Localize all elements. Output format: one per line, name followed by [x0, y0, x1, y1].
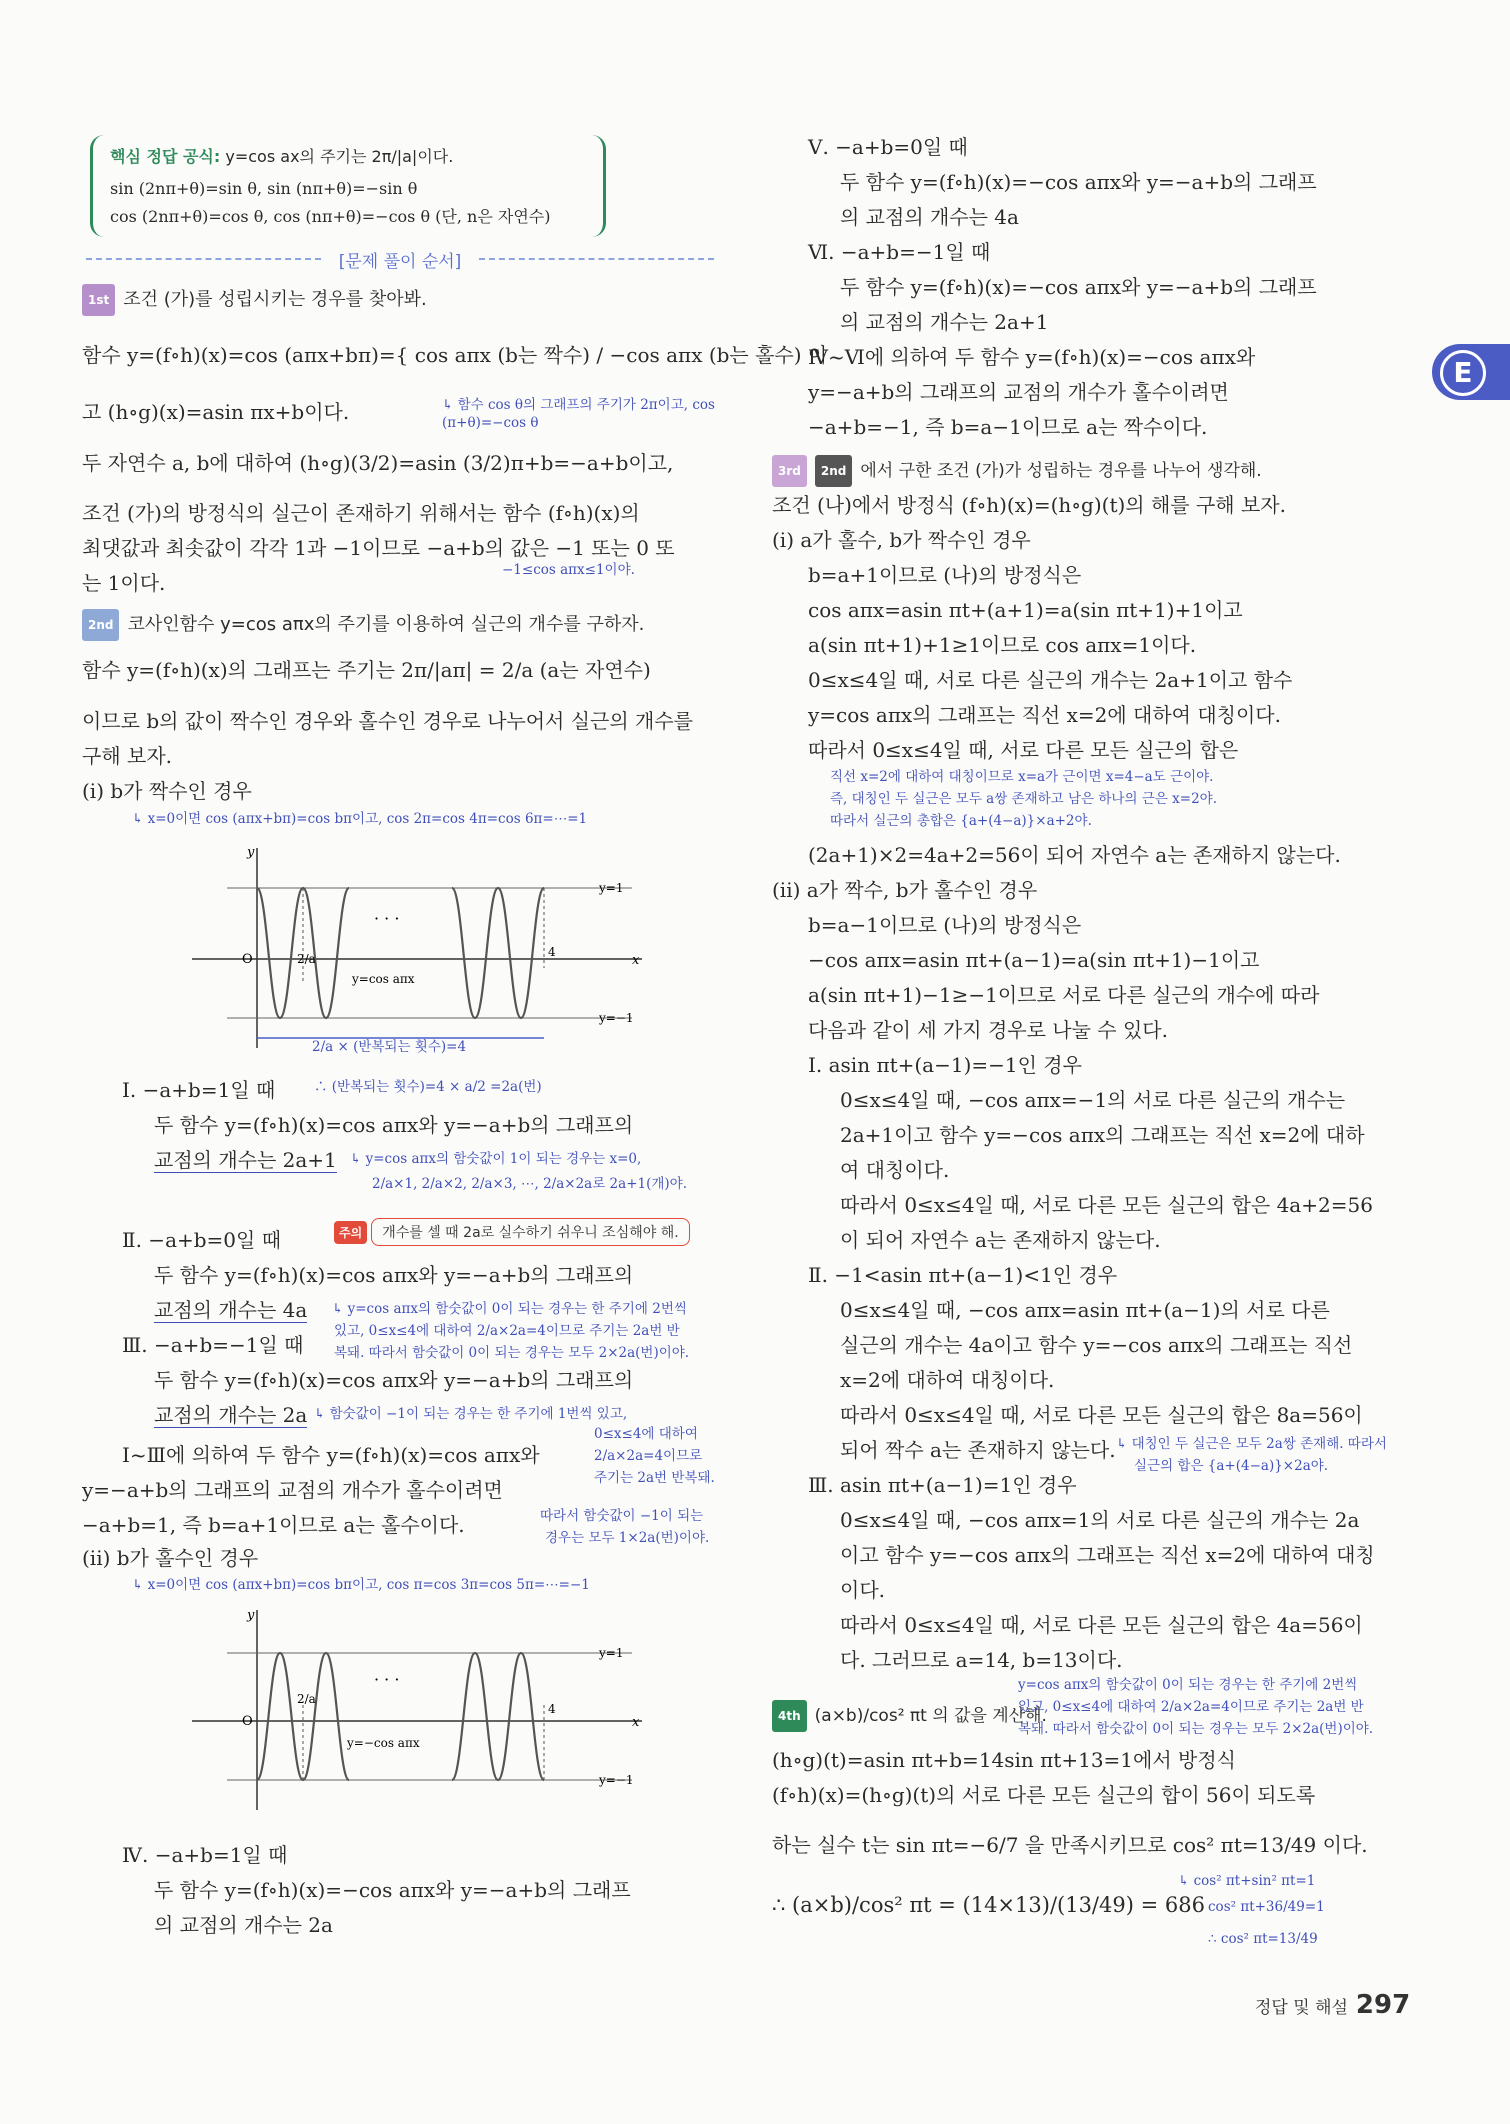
graph1-tick-4: 4 — [548, 945, 556, 959]
note-side-3: 주기는 2a번 반복돼. — [594, 1470, 715, 1486]
note-period: ↳ 함수 cos θ의 그래프의 주기가 2π이고, cos (π+θ)=−cos θ — [442, 397, 715, 431]
item-III-line-b: 교점의 개수는 2a — [154, 1403, 308, 1427]
graph2-y1: y=1 — [599, 1646, 624, 1660]
right-line-27: x=2에 대하여 대칭이다. — [840, 1368, 1055, 1392]
formula-line-3: cos (2nπ+θ)=cos θ, cos (nπ+θ)=−cos θ (단, n은 자연수) — [110, 207, 551, 226]
step-badge-4th: 4th — [772, 1700, 807, 1732]
left-line-12: −a+b=1, 즉 b=a+1이므로 a는 홀수이다. — [82, 1513, 465, 1537]
note-count-1: y=cos aπx의 함숫값이 0이 되는 경우는 한 주기에 2번씩 — [1018, 1677, 1358, 1693]
right-line-15: −cos aπx=asin πt+(a−1)=a(sin πt+1)−1이고 — [808, 948, 1260, 972]
note-b-odd: ↳ x=0이면 cos (aπx+bπ)=cos bπ이고, cos π=cos 3π=cos 5π=⋯=−1 — [132, 1577, 590, 1593]
item-IV-line-a: 두 함수 y=(f∘h)(x)=−cos aπx와 y=−a+b의 그래프 — [154, 1878, 631, 1902]
graph-neg-cos — [152, 1605, 672, 1815]
graph2-tick-4: 4 — [548, 1702, 556, 1716]
right-line-23: 이 되어 자연수 a는 존재하지 않는다. — [840, 1228, 1161, 1252]
case-a-odd: (i) a가 홀수, b가 짝수인 경우 — [772, 528, 1031, 552]
item-I-left: Ⅰ. −a+b=1일 때 — [122, 1078, 276, 1102]
subcase-I: Ⅰ. asin πt+(a−1)=−1인 경우 — [808, 1053, 1082, 1077]
note-identity-1: ↳ cos² πt+sin² πt=1 — [1178, 1873, 1316, 1889]
item-I-line-b: 교점의 개수는 2a+1 — [154, 1148, 337, 1172]
item-VI-line-b: 의 교점의 개수는 2a+1 — [840, 310, 1049, 334]
right-line-38: 하는 실수 t는 sin πt=−6/7 을 만족시키므로 cos² πt=13/49 이다. — [772, 1833, 1368, 1857]
left-line-10: Ⅰ~Ⅲ에 의하여 두 함수 y=(f∘h)(x)=cos aπx와 — [122, 1443, 540, 1467]
chapter-tab-letter: E — [1440, 350, 1486, 396]
step-badge-2nd-ref: 2nd — [815, 455, 852, 487]
left-line-6: 는 1이다. — [82, 571, 166, 595]
left-line-9: 구해 보자. — [82, 744, 172, 768]
right-line-34: 따라서 0≤x≤4일 때, 서로 다른 모든 실근의 합은 4a=56이 — [840, 1613, 1363, 1637]
step-badge-3rd: 3rd — [772, 455, 807, 487]
note-b-even: ↳ x=0이면 cos (aπx+bπ)=cos bπ이고, cos 2π=cos 4π=cos 6π=⋯=1 — [132, 811, 588, 827]
note-side-4: 따라서 함숫값이 −1이 되는 — [540, 1508, 704, 1524]
graph-cos — [152, 838, 672, 1058]
case-b-odd: (ii) b가 홀수인 경우 — [82, 1546, 259, 1570]
note-range: −1≤cos aπx≤1이야. — [502, 562, 635, 578]
note-count-3: 복돼. 따라서 함숫값이 0이 되는 경우는 모두 2×2a(번)이야. — [1018, 1721, 1374, 1737]
footer-label: 정답 및 해설 — [1255, 1998, 1348, 2018]
note-value-1-a: ↳ y=cos aπx의 함숫값이 1이 되는 경우는 x=0, — [350, 1151, 642, 1167]
warning-tag: 주의 — [334, 1221, 367, 1244]
right-line-22: 따라서 0≤x≤4일 때, 서로 다른 모든 실근의 합은 4a+2=56 — [840, 1193, 1373, 1217]
note-count-2: 있고, 0≤x≤4에 대하여 2/a×2a=4이므로 주기는 2a번 반 — [1018, 1699, 1364, 1715]
right-line-10: y=cos aπx의 그래프는 직선 x=2에 대하여 대칭이다. — [808, 703, 1281, 727]
item-II-line-b: 교점의 개수는 4a — [154, 1298, 308, 1322]
right-line-21: 여 대칭이다. — [840, 1158, 950, 1182]
note-value-1-b: 2/a×1, 2/a×2, 2/a×3, ⋯, 2/a×2a로 2a+1(개)야. — [372, 1176, 688, 1192]
left-line-11: y=−a+b의 그래프의 교점의 개수가 홀수이려면 — [82, 1478, 503, 1502]
right-line-6: b=a+1이므로 (나)의 방정식은 — [808, 563, 1082, 587]
warning-callout — [334, 1218, 690, 1246]
item-II-left: Ⅱ. −a+b=0일 때 — [122, 1228, 282, 1252]
step2-heading: 2nd 코사인함수 y=cos aπx의 주기를 이용하여 실근의 개수를 구하자. — [82, 609, 644, 641]
right-line-37: (f∘h)(x)=(h∘g)(t)의 서로 다른 모든 실근의 합이 56이 되도록 — [772, 1783, 1316, 1807]
left-line-2: 고 (h∘g)(x)=asin πx+b이다. — [82, 400, 350, 424]
left-line-5: 최댓값과 최솟값이 각각 1과 −1이므로 −a+b의 값은 −1 또는 0 또 — [82, 536, 675, 560]
note-identity-3: ∴ cos² πt=13/49 — [1208, 1931, 1318, 1947]
right-line-28: 따라서 0≤x≤4일 때, 서로 다른 모든 실근의 합은 8a=56이 — [840, 1403, 1363, 1427]
graph1-ym1: y=−1 — [599, 1011, 634, 1025]
graph1-x-label: x — [632, 953, 640, 968]
note-sym-2: 즉, 대칭인 두 실근은 모두 a쌍 존재하고 남은 하나의 근은 x=2야. — [830, 791, 1218, 807]
right-line-33: 이다. — [840, 1578, 885, 1602]
chapter-tab — [1432, 344, 1510, 400]
step1-heading: 1st 조건 (가)를 성립시키는 경우를 찾아봐. — [82, 284, 427, 316]
right-line-12: (2a+1)×2=4a+2=56이 되어 자연수 a는 존재하지 않는다. — [808, 843, 1341, 867]
note-side-5: 경우는 모두 1×2a(번)이야. — [545, 1530, 710, 1546]
left-line-1: 함수 y=(f∘h)(x)=cos (aπx+bπ)={ cos aπx (b는 짝수) / −cos aπx (b는 홀수) 이 — [82, 343, 828, 367]
section-title: [문제 풀이 순서] — [86, 247, 714, 272]
formula-line-1: 핵심 정답 공식: y=cos ax의 주기는 2π/|a|이다. — [110, 147, 454, 166]
item-V-line-b: 의 교점의 개수는 4a — [840, 205, 1019, 229]
right-line-9: 0≤x≤4일 때, 서로 다른 실근의 개수는 2a+1이고 함수 — [808, 668, 1293, 692]
note-pairs-2: 실근의 합은 {a+(4−a)}×2a야. — [1134, 1458, 1329, 1474]
right-line-7: cos aπx=asin πt+(a+1)=a(sin πt+1)+1이고 — [808, 598, 1243, 622]
graph2-origin: O — [242, 1714, 253, 1729]
right-line-26: 실근의 개수는 4a이고 함수 y=−cos aπx의 그래프는 직선 — [840, 1333, 1353, 1357]
note-value-0-b: 있고, 0≤x≤4에 대하여 2/a×2a=4이므로 주기는 2a번 반 — [334, 1323, 680, 1339]
note-side-2: 2/a×2a=4이므로 — [594, 1448, 703, 1464]
graph2-ym1: y=−1 — [599, 1773, 634, 1787]
graph2-ellipsis: · · · — [374, 1670, 400, 1689]
graph2-tick-2a: 2/a — [297, 1692, 316, 1706]
item-V: Ⅴ. −a+b=0일 때 — [808, 135, 968, 159]
step-badge-1st: 1st — [82, 284, 115, 316]
graph1-y1: y=1 — [599, 881, 624, 895]
item-III-line-a: 두 함수 y=(f∘h)(x)=cos aπx와 y=−a+b의 그래프의 — [154, 1368, 634, 1392]
left-line-4: 조건 (가)의 방정식의 실근이 존재하기 위해서는 함수 (f∘h)(x)의 — [82, 501, 640, 525]
formula-line-2: sin (2nπ+θ)=sin θ, sin (nπ+θ)=−sin θ — [110, 179, 418, 198]
graph1-func: y=cos aπx — [352, 972, 415, 986]
case-b-even: (i) b가 짝수인 경우 — [82, 779, 252, 803]
right-line-25: 0≤x≤4일 때, −cos aπx=asin πt+(a−1)의 서로 다른 — [840, 1298, 1330, 1322]
graph1-y-label: y — [247, 845, 255, 860]
item-III-left: Ⅲ. −a+b=−1일 때 — [122, 1333, 304, 1357]
page-footer — [1255, 1990, 1410, 2020]
item-IV-line-b: 의 교점의 개수는 2a — [154, 1913, 333, 1937]
subcase-III: Ⅲ. asin πt+(a−1)=1인 경우 — [808, 1473, 1077, 1497]
graph1-tick-2a: 2/a — [297, 952, 316, 966]
left-line-8: 이므로 b의 값이 짝수인 경우와 홀수인 경우로 나누어서 실근의 개수를 — [82, 709, 693, 733]
item-VI: Ⅵ. −a+b=−1일 때 — [808, 240, 991, 264]
right-line-36: (h∘g)(t)=asin πt+b=14sin πt+13=1에서 방정식 — [772, 1748, 1236, 1772]
right-line-35: 다. 그러므로 a=14, b=13이다. — [840, 1648, 1123, 1672]
right-line-2: y=−a+b의 그래프의 교점의 개수가 홀수이려면 — [808, 380, 1229, 404]
right-line-32: 이고 함수 y=−cos aπx의 그래프는 직선 x=2에 대하여 대칭 — [840, 1543, 1375, 1567]
right-line-3: −a+b=−1, 즉 b=a−1이므로 a는 짝수이다. — [808, 415, 1208, 439]
right-line-1: Ⅳ~Ⅵ에 의하여 두 함수 y=(f∘h)(x)=−cos aπx와 — [808, 345, 1256, 369]
step-badge-2nd: 2nd — [82, 609, 119, 641]
graph2-x-label: x — [632, 1715, 640, 1730]
graph2-curve — [257, 1653, 544, 1780]
item-I-line-a: 두 함수 y=(f∘h)(x)=cos aπx와 y=−a+b의 그래프의 — [154, 1113, 634, 1137]
note-identity-2: cos² πt+36/49=1 — [1208, 1899, 1325, 1915]
graph2-y-label: y — [247, 1608, 255, 1623]
right-line-17: 다음과 같이 세 가지 경우로 나눌 수 있다. — [808, 1018, 1168, 1042]
right-line-8: a(sin πt+1)+1≥1이므로 cos aπx=1이다. — [808, 633, 1197, 657]
step3-heading: 3rd 2nd 에서 구한 조건 (가)가 성립하는 경우를 나누어 생각해. — [772, 455, 1262, 487]
graph1-caption: 2/a × (반복되는 횟수)=4 — [312, 1039, 467, 1055]
item-II-line-a: 두 함수 y=(f∘h)(x)=cos aπx와 y=−a+b의 그래프의 — [154, 1263, 634, 1287]
right-line-19: 0≤x≤4일 때, −cos aπx=−1의 서로 다른 실근의 개수는 — [840, 1088, 1346, 1112]
graph1-ellipsis: · · · — [374, 909, 400, 928]
page-number: 297 — [1355, 1990, 1411, 2020]
note-pairs-1: ↳ 대칭인 두 실근은 모두 2a쌍 존재해. 따라서 — [1116, 1436, 1387, 1452]
left-line-7: 함수 y=(f∘h)(x)의 그래프는 주기는 2π/|aπ| = 2/a (a는 자연수) — [82, 658, 651, 682]
warning-text: 개수를 셀 때 2a로 실수하기 쉬우니 조심해야 해. — [371, 1218, 690, 1246]
right-line-20: 2a+1이고 함수 y=−cos aπx의 그래프는 직선 x=2에 대하 — [840, 1123, 1365, 1147]
note-side-1: 0≤x≤4에 대하여 — [594, 1426, 698, 1442]
item-IV-left: Ⅳ. −a+b=1일 때 — [122, 1843, 288, 1867]
final-answer: ∴ (a×b)/cos² πt = (14×13)/(13/49) = 686 — [772, 1893, 1205, 1917]
right-line-31: 0≤x≤4일 때, −cos aπx=1의 서로 다른 실근의 개수는 2a — [840, 1508, 1360, 1532]
right-line-16: a(sin πt+1)−1≥−1이므로 서로 다른 실근의 개수에 따라 — [808, 983, 1320, 1007]
note-value-0-a: ↳ y=cos aπx의 함숫값이 0이 되는 경우는 한 주기에 2번씩 — [332, 1301, 687, 1317]
case-a-even: (ii) a가 짝수, b가 홀수인 경우 — [772, 878, 1038, 902]
right-line-11: 따라서 0≤x≤4일 때, 서로 다른 모든 실근의 합은 — [808, 738, 1239, 762]
subcase-II: Ⅱ. −1<asin πt+(a−1)<1인 경우 — [808, 1263, 1118, 1287]
step4-heading: 4th (a×b)/cos² πt 의 값을 계산해. — [772, 1700, 1047, 1732]
note-value-m1: ↳ 함숫값이 −1이 되는 경우는 한 주기에 1번씩 있고, — [314, 1406, 628, 1422]
left-line-3: 두 자연수 a, b에 대하여 (h∘g)(3/2)=asin (3/2)π+b=−a+b이고, — [82, 451, 674, 475]
graph1-origin: O — [242, 952, 253, 967]
note-sym-1: 직선 x=2에 대하여 대칭이므로 x=a가 근이면 x=4−a도 근이야. — [830, 769, 1214, 785]
note-sym-3: 따라서 실근의 총합은 {a+(4−a)}×a+2야. — [830, 813, 1092, 829]
right-line-4: 조건 (나)에서 방정식 (f∘h)(x)=(h∘g)(t)의 해를 구해 보자. — [772, 493, 1286, 517]
right-line-14: b=a−1이므로 (나)의 방정식은 — [808, 913, 1082, 937]
item-V-line-a: 두 함수 y=(f∘h)(x)=−cos aπx와 y=−a+b의 그래프 — [840, 170, 1317, 194]
item-VI-line-a: 두 함수 y=(f∘h)(x)=−cos aπx와 y=−a+b의 그래프 — [840, 275, 1317, 299]
note-repeats: ∴ (반복되는 횟수)=4 × a/2 =2a(번) — [314, 1079, 542, 1095]
right-line-29: 되어 짝수 a는 존재하지 않는다. — [840, 1438, 1116, 1462]
note-value-0-c: 복돼. 따라서 함숫값이 0이 되는 경우는 모두 2×2a(번)이야. — [334, 1345, 690, 1361]
graph2-func: y=−cos aπx — [347, 1736, 420, 1750]
